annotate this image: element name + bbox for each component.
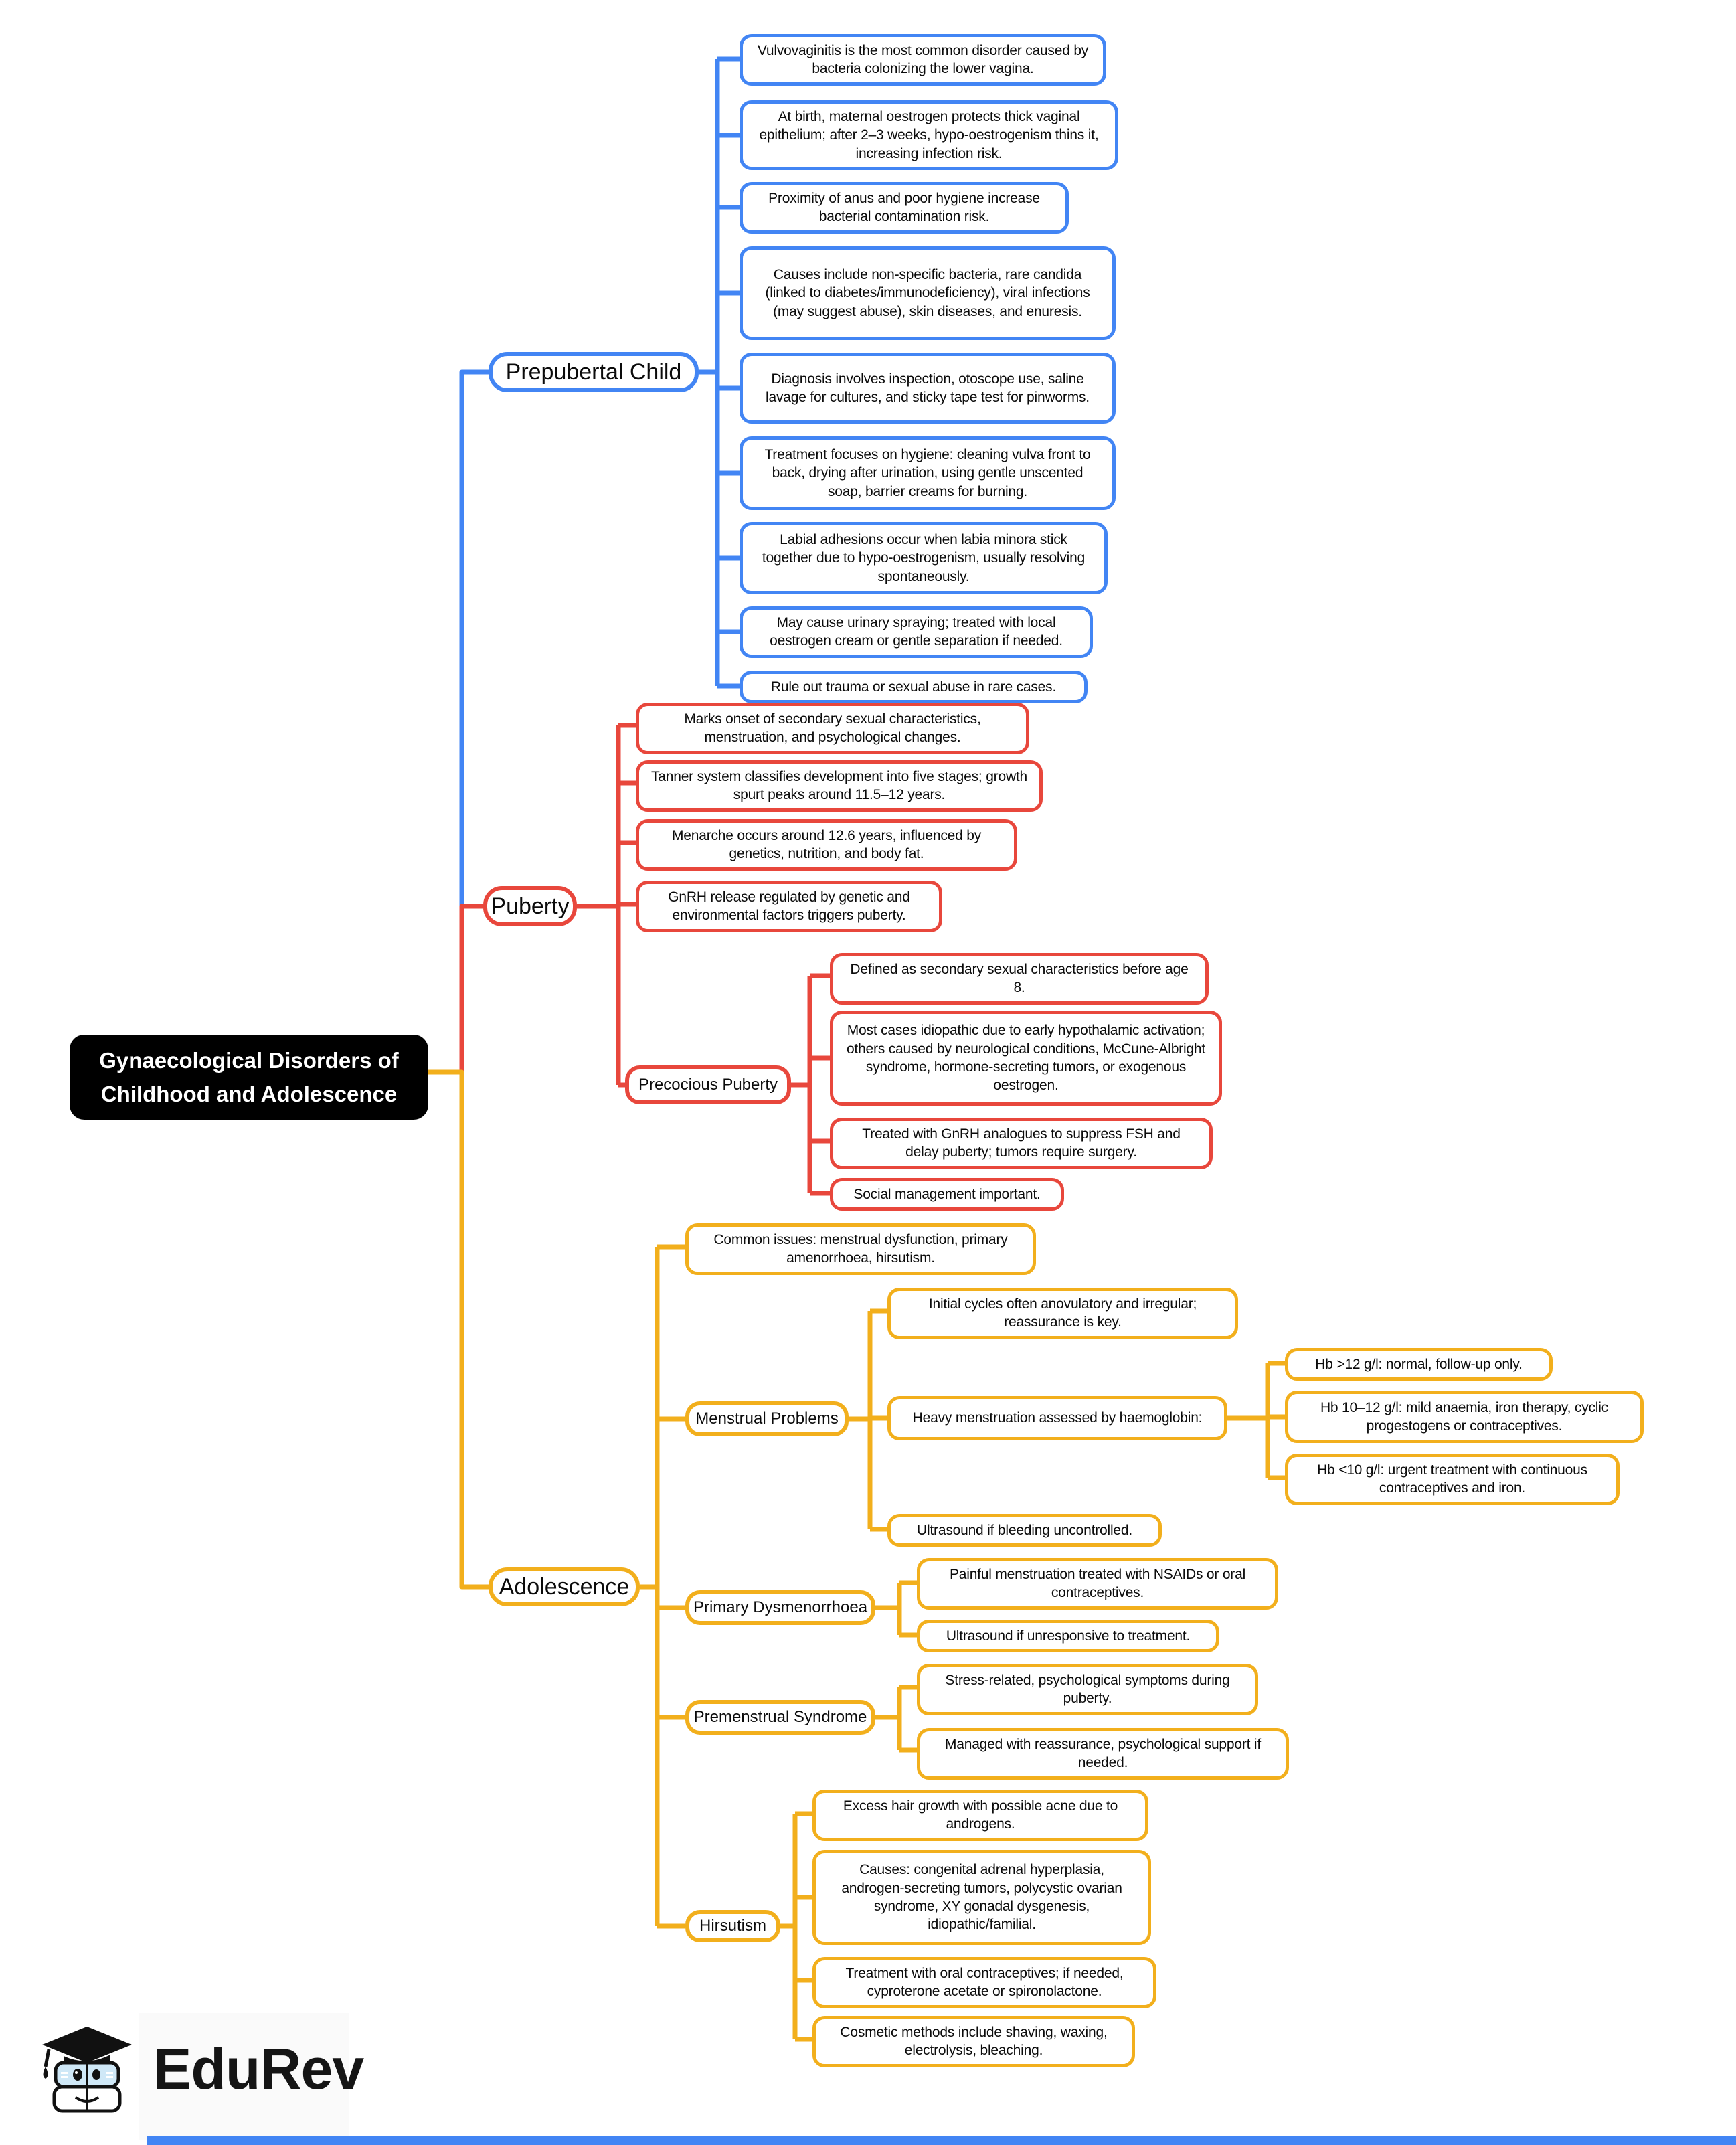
right-eye xyxy=(92,2069,100,2080)
bottom-bar xyxy=(147,2136,1736,2145)
note-common-issues: Common issues: menstrual dysfunction, primary amenorrhoea, hirsutism. xyxy=(685,1223,1036,1275)
note-managed-reassurance: Managed with reassurance, psychological support if needed. xyxy=(917,1728,1289,1780)
note-treatment-hygiene: Treatment focuses on hygiene: cleaning vulva front to back, drying after urination, using gentle unscented soap, barrier creams for burning. xyxy=(740,436,1116,510)
note-labial-adhesions: Labial adhesions occur when labia minora stick together due to hypo-oestrogenism, usually resolving spontaneously. xyxy=(740,522,1108,594)
branch-label-hirsutism: Hirsutism xyxy=(685,1910,780,1942)
branch-label-adolescence: Adolescence xyxy=(489,1567,640,1606)
edurev-logo-text: EduRev xyxy=(153,2037,364,2101)
note-cosmetic-methods: Cosmetic methods include shaving, waxing, electrolysis, bleaching. xyxy=(812,2016,1135,2067)
page-lines-right-2 xyxy=(106,2076,113,2078)
note-tanner-system: Tanner system classifies development into five stages; growth spurt peaks around 11.5–12 years. xyxy=(636,760,1043,812)
note-menarche: Menarche occurs around 12.6 years, influenced by genetics, nutrition, and body fat. xyxy=(636,819,1017,871)
note-precocious-definition: Defined as secondary sexual characteristics before age 8. xyxy=(830,953,1209,1005)
note-precocious-causes: Most cases idiopathic due to early hypothalamic activation; others caused by neurological conditions, McCune-Albright syndrome, hormone-secreting tumors, or exogenous oestrogen. xyxy=(830,1011,1222,1106)
tassel xyxy=(44,2067,48,2079)
note-urinary-spraying: May cause urinary spraying; treated with local oestrogen cream or gentle separation if needed. xyxy=(740,606,1093,658)
branch-label-puberty: Puberty xyxy=(483,886,577,926)
note-hirsutism-treatment: Treatment with oral contraceptives; if needed, cyproterone acetate or spironolactone. xyxy=(812,1957,1156,2008)
edurev-logo xyxy=(37,2023,363,2116)
left-eye xyxy=(73,2069,82,2081)
tassel-cord xyxy=(46,2049,49,2067)
note-ultrasound-unresponsive: Ultrasound if unresponsive to treatment. xyxy=(917,1620,1219,1652)
eye-glint xyxy=(75,2071,78,2074)
note-diagnosis: Diagnosis involves inspection, otoscope use, saline lavage for cultures, and sticky tape test for pinworms. xyxy=(740,353,1116,424)
note-hb-over-12: Hb >12 g/l: normal, follow-up only. xyxy=(1285,1348,1553,1381)
note-rule-out-trauma: Rule out trauma or sexual abuse in rare cases. xyxy=(740,671,1088,703)
note-causes: Causes include non-specific bacteria, rare candida (linked to diabetes/immunodeficiency), viral infections (may suggest abuse), skin diseases, and enuresis. xyxy=(740,246,1116,340)
page-lines-right xyxy=(106,2072,113,2074)
page-lines-left-2 xyxy=(61,2076,68,2078)
branch-label-menstrual-problems: Menstrual Problems xyxy=(685,1401,849,1436)
root-node: Gynaecological Disorders of Childhood and Adolescence xyxy=(70,1035,428,1120)
note-vulvovaginitis: Vulvovaginitis is the most common disorder caused by bacteria colonizing the lower vagina. xyxy=(740,34,1106,86)
note-social-management: Social management important. xyxy=(830,1178,1064,1211)
note-hb-under-10: Hb <10 g/l: urgent treatment with continuous contraceptives and iron. xyxy=(1285,1454,1620,1505)
branch-label-premenstrual-syndrome: Premenstrual Syndrome xyxy=(685,1700,875,1735)
note-initial-cycles: Initial cycles often anovulatory and irregular; reassurance is key. xyxy=(887,1288,1238,1339)
note-hb-10-12: Hb 10–12 g/l: mild anaemia, iron therapy, cyclic progestogens or contraceptives. xyxy=(1285,1391,1644,1443)
branch-label-precocious-puberty: Precocious Puberty xyxy=(625,1065,791,1104)
note-precocious-treatment: Treated with GnRH analogues to suppress FSH and delay puberty; tumors require surgery. xyxy=(830,1118,1213,1169)
note-hirsutism-causes: Causes: congenital adrenal hyperplasia, androgen-secreting tumors, polycystic ovarian syndrome, XY gonadal dysgenesis, idiopathic/familial. xyxy=(812,1850,1151,1945)
note-ultrasound-bleeding: Ultrasound if bleeding uncontrolled. xyxy=(887,1514,1162,1547)
page-lines-left xyxy=(61,2072,68,2074)
graduation-cap xyxy=(42,2027,132,2063)
note-heavy-menstruation: Heavy menstruation assessed by haemoglobin: xyxy=(887,1396,1227,1440)
note-painful-menstruation: Painful menstruation treated with NSAIDs or oral contraceptives. xyxy=(917,1558,1278,1610)
note-stress-related: Stress-related, psychological symptoms during puberty. xyxy=(917,1664,1258,1715)
note-excess-hair: Excess hair growth with possible acne due to androgens. xyxy=(812,1790,1148,1841)
branch-label-primary-dysmenorrhoea: Primary Dysmenorrhoea xyxy=(685,1590,875,1625)
edurev-logo-icon xyxy=(37,2023,137,2116)
note-hygiene-risk: Proximity of anus and poor hygiene increase bacterial contamination risk. xyxy=(740,182,1069,234)
branch-label-prepubertal-child: Prepubertal Child xyxy=(489,352,699,392)
note-maternal-oestrogen: At birth, maternal oestrogen protects thick vaginal epithelium; after 2–3 weeks, hypo-oestrogenism thins it, increasing infection risk. xyxy=(740,100,1118,170)
note-marks-onset: Marks onset of secondary sexual characteristics, menstruation, and psychological changes. xyxy=(636,703,1029,754)
note-gnrh-release: GnRH release regulated by genetic and environmental factors triggers puberty. xyxy=(636,881,942,932)
